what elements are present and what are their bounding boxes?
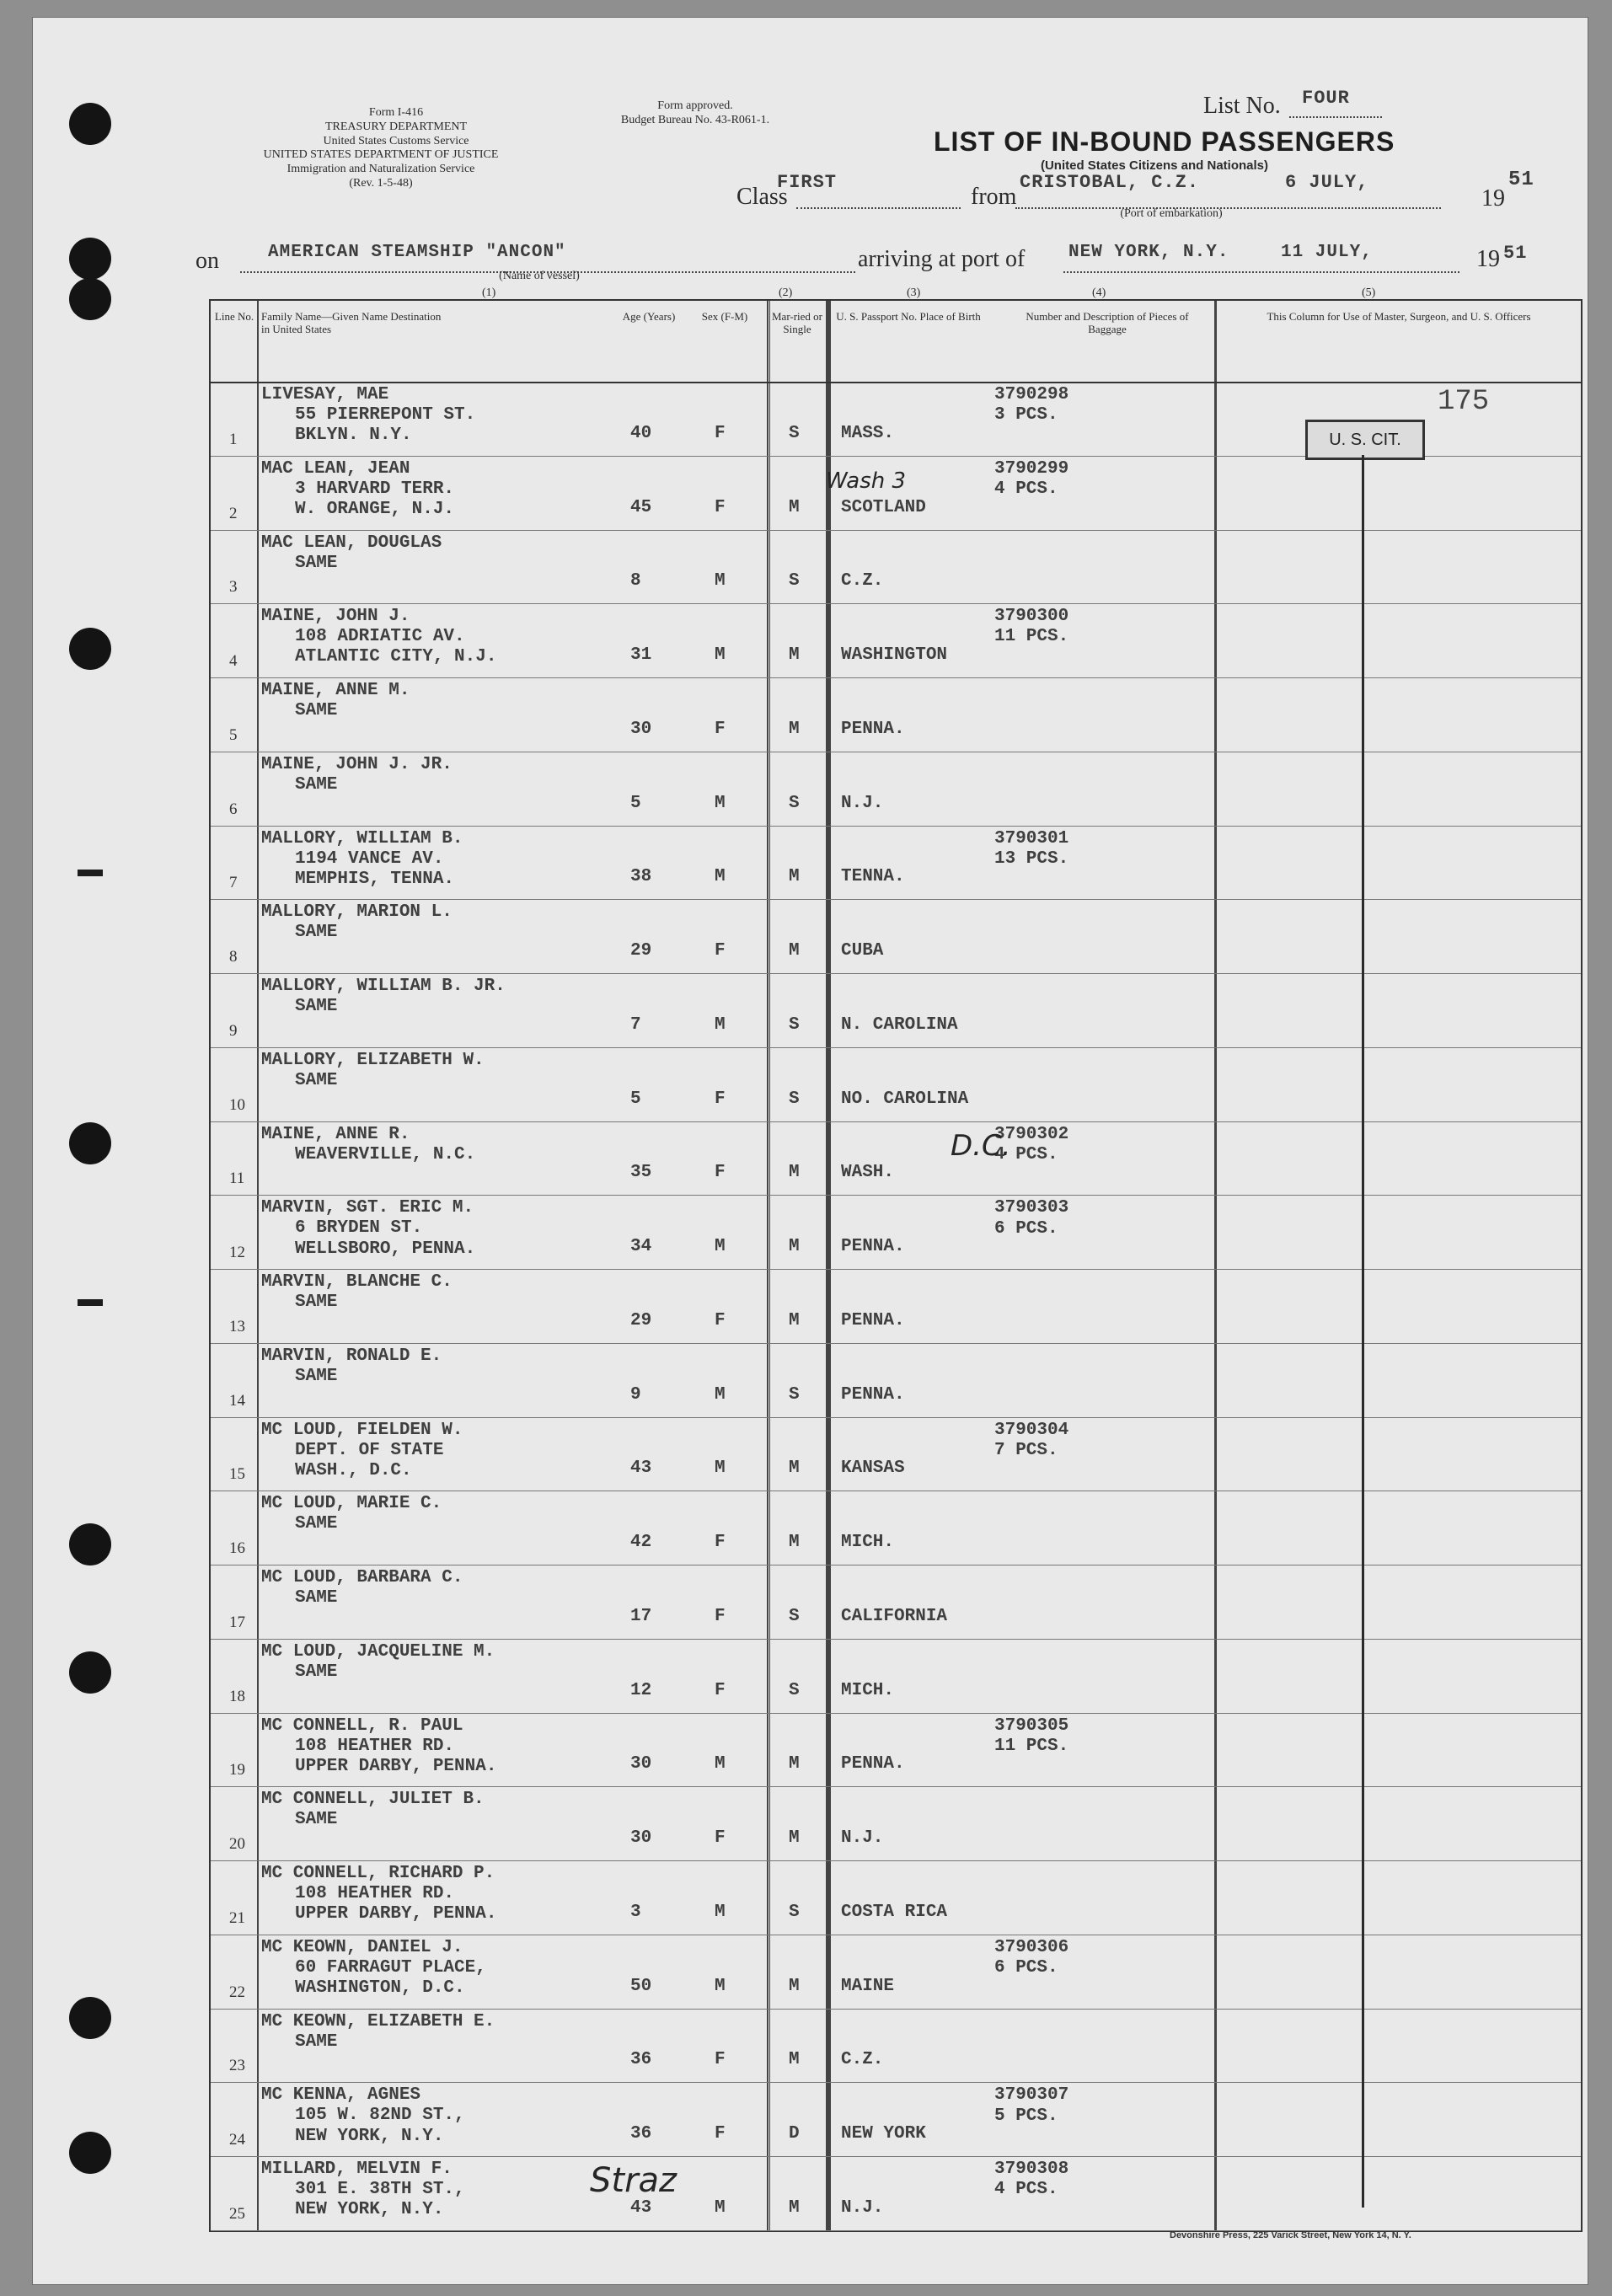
line-number: 20 <box>229 1835 245 1854</box>
line-number: 3 <box>229 578 238 597</box>
passenger-marital: S <box>789 1089 800 1109</box>
passenger-age: 50 <box>630 1976 652 1996</box>
passenger-sex: M <box>715 1237 726 1257</box>
passenger-age: 30 <box>630 719 652 739</box>
passenger-age: 43 <box>630 2198 652 2218</box>
passenger-birthplace: WASH. <box>841 1163 895 1183</box>
line-number: 18 <box>229 1687 245 1705</box>
justice-dept: UNITED STATES DEPARTMENT OF JUSTICE <box>263 148 499 161</box>
passenger-sex: M <box>715 1458 726 1479</box>
table-row <box>211 1047 1581 1048</box>
passenger-destination: 60 FARRAGUT PLACE, WASHINGTON, D.C. <box>295 1957 486 1999</box>
table-row <box>211 899 1581 900</box>
officers-vertical-mark <box>1362 455 1364 2208</box>
passenger-name: MILLARD, MELVIN F. <box>261 2160 453 2180</box>
binder-hole <box>69 278 111 320</box>
binder-hole <box>69 1651 111 1694</box>
table-row <box>211 1713 1581 1714</box>
passenger-marital: S <box>789 423 800 443</box>
passenger-birthplace: NO. CAROLINA <box>841 1089 969 1109</box>
passenger-destination: SAME <box>295 1293 338 1313</box>
passenger-birthplace: MICH. <box>841 1680 895 1700</box>
passenger-destination: SAME <box>295 553 338 573</box>
passenger-birthplace: KANSAS <box>841 1458 905 1479</box>
line-number: 13 <box>229 1317 245 1335</box>
passenger-baggage: 3790305 11 PCS. <box>994 1715 1069 1756</box>
vessel-note: (Name of vessel) <box>499 270 580 282</box>
handwritten-note: Wash 3 <box>826 468 907 494</box>
passenger-birthplace: MASS. <box>841 423 895 443</box>
line-number: 10 <box>229 1095 245 1114</box>
passenger-sex: M <box>715 1976 726 1996</box>
table-row <box>211 2082 1581 2083</box>
table-row <box>211 677 1581 678</box>
passenger-baggage: 3790299 4 PCS. <box>994 458 1069 499</box>
form-subtitle: (United States Citizens and Nationals) <box>1040 158 1269 173</box>
passenger-birthplace: PENNA. <box>841 1310 905 1330</box>
passenger-destination: SAME <box>295 1366 338 1386</box>
col-header-age: Age (Years) <box>622 310 676 323</box>
passenger-marital: M <box>789 497 800 517</box>
passenger-sex: F <box>715 1680 726 1700</box>
passenger-age: 29 <box>630 1310 652 1330</box>
passenger-marital: M <box>789 645 800 666</box>
binder-hole <box>69 103 111 145</box>
col-divider <box>829 301 831 2230</box>
arriving-label: arriving at port of <box>858 246 1026 272</box>
passenger-destination: WEAVERVILLE, N.C. <box>295 1144 476 1164</box>
arrival-underline <box>1063 271 1459 273</box>
ins-service: Immigration and Naturalization Service <box>287 162 475 175</box>
passenger-birthplace: C.Z. <box>841 2050 884 2070</box>
passenger-age: 9 <box>630 1384 641 1405</box>
passenger-sex: M <box>715 571 726 591</box>
col-header-line: Line No. <box>214 310 254 323</box>
passenger-destination: SAME <box>295 701 338 721</box>
list-number-underline <box>1289 116 1382 118</box>
form-number: Form I-416 <box>368 106 424 119</box>
passenger-name: MAINE, JOHN J. <box>261 607 410 627</box>
passenger-birthplace: MAINE <box>841 1976 895 1996</box>
embarkation-date: 6 JULY, <box>1285 172 1369 193</box>
passenger-name: MALLORY, WILLIAM B. <box>261 828 463 848</box>
line-number: 16 <box>229 1539 245 1558</box>
table-row <box>211 530 1581 531</box>
line-number: 17 <box>229 1613 245 1631</box>
passenger-sex: F <box>715 1310 726 1330</box>
line-number: 5 <box>229 725 238 744</box>
table-row <box>211 1639 1581 1640</box>
us-citizen-stamp: U. S. CIT. <box>1305 420 1425 460</box>
line-number: 23 <box>229 2057 245 2075</box>
passenger-destination: 55 PIERREPONT ST. BKLYN. N.Y. <box>295 405 476 446</box>
passenger-name: MARVIN, RONALD E. <box>261 1346 442 1366</box>
on-label: on <box>195 248 219 274</box>
passenger-sex: F <box>715 1828 726 1849</box>
col-divider <box>767 301 769 2230</box>
passenger-baggage: 3790308 4 PCS. <box>994 2160 1069 2200</box>
passenger-age: 42 <box>630 1533 652 1553</box>
passenger-destination: 3 HARVARD TERR. W. ORANGE, N.J. <box>295 479 455 519</box>
passenger-marital: S <box>789 1680 800 1700</box>
passenger-birthplace: PENNA. <box>841 1754 905 1774</box>
vessel-name: AMERICAN STEAMSHIP "ANCON" <box>268 243 566 262</box>
passenger-destination: 6 BRYDEN ST. WELLSBORO, PENNA. <box>295 1218 476 1259</box>
col-divider <box>827 301 828 2230</box>
passenger-sex: F <box>715 2124 726 2144</box>
col-header-married: Mar-ried or Single <box>771 310 823 335</box>
passenger-birthplace: SCOTLAND <box>841 497 926 517</box>
line-number: 1 <box>229 430 238 448</box>
embarkation-year-prefix: 19 <box>1481 185 1505 211</box>
line-number: 6 <box>229 800 238 818</box>
passenger-marital: M <box>789 1310 800 1330</box>
passenger-age: 29 <box>630 941 652 961</box>
passenger-destination: 108 ADRIATIC AV. ATLANTIC CITY, N.J. <box>295 627 497 667</box>
line-number: 22 <box>229 1983 245 2001</box>
passenger-name: MC CONNELL, RICHARD P. <box>261 1864 495 1884</box>
form-info-left <box>253 106 539 148</box>
passenger-birthplace: COSTA RICA <box>841 1902 948 1922</box>
col-header-officers: This Column for Use of Master, Surgeon, and U. S. Officers <box>1267 310 1531 323</box>
table-row <box>211 1786 1581 1787</box>
col-header-passport: U. S. Passport No. Place of Birth <box>836 310 981 323</box>
passenger-name: MALLORY, WILLIAM B. JR. <box>261 977 506 997</box>
port-of-embarkation-note: (Port of embarkation) <box>1120 207 1223 220</box>
passenger-sex: M <box>715 1902 726 1922</box>
passenger-birthplace: PENNA. <box>841 719 905 739</box>
table-row <box>211 1343 1581 1344</box>
passenger-baggage: 3790300 11 PCS. <box>994 607 1069 647</box>
line-number: 8 <box>229 948 238 966</box>
column-number: (4) <box>1092 286 1106 299</box>
passenger-marital: M <box>789 1754 800 1774</box>
passenger-age: 40 <box>630 423 652 443</box>
table-row <box>211 973 1581 974</box>
passenger-age: 3 <box>630 1902 641 1922</box>
passenger-destination: SAME <box>295 923 338 943</box>
line-number: 21 <box>229 1908 245 1927</box>
passenger-birthplace: C.Z. <box>841 571 884 591</box>
passenger-destination: SAME <box>295 1514 338 1534</box>
passenger-baggage: 3790303 6 PCS. <box>994 1198 1069 1239</box>
arrival-year: 51 <box>1503 243 1528 264</box>
passenger-name: MC LOUD, FIELDEN W. <box>261 1420 463 1440</box>
col-divider <box>769 301 770 2230</box>
arrival-port: NEW YORK, N.Y. <box>1068 243 1229 262</box>
table-row <box>211 826 1581 827</box>
table-row <box>211 1269 1581 1270</box>
passenger-sex: M <box>715 1014 726 1035</box>
line-number: 24 <box>229 2131 245 2149</box>
passenger-age: 30 <box>630 1828 652 1849</box>
binder-hole <box>69 1997 111 2039</box>
justice-info <box>195 148 566 190</box>
column-number: (1) <box>482 286 496 299</box>
passenger-destination: DEPT. OF STATE WASH., D.C. <box>295 1440 444 1480</box>
printer-credit: Devonshire Press, 225 Varick Street, New York 14, N. Y. <box>1170 2230 1411 2240</box>
class-value: FIRST <box>777 172 838 193</box>
passenger-sex: F <box>715 2050 726 2070</box>
treasury-dept: TREASURY DEPARTMENT <box>324 120 468 133</box>
passenger-birthplace: MICH. <box>841 1533 895 1553</box>
passenger-sex: F <box>715 1533 726 1553</box>
passenger-marital: M <box>789 1976 800 1996</box>
binder-hole <box>69 1122 111 1164</box>
passenger-age: 38 <box>630 867 652 887</box>
table-row <box>211 1860 1581 1861</box>
passenger-age: 30 <box>630 1754 652 1774</box>
passenger-destination: 108 HEATHER RD. UPPER DARBY, PENNA. <box>295 1736 497 1776</box>
line-number: 9 <box>229 1021 238 1040</box>
passenger-destination: 301 E. 38TH ST., NEW YORK, N.Y. <box>295 2180 465 2220</box>
passenger-age: 35 <box>630 1163 652 1183</box>
column-number: (3) <box>907 286 921 299</box>
passenger-marital: M <box>789 1237 800 1257</box>
passenger-destination: 1194 VANCE AV. MEMPHIS, TENNA. <box>295 848 455 889</box>
passenger-name: MARVIN, SGT. ERIC M. <box>261 1198 474 1218</box>
col-header-name: Family Name—Given Name Destination in United States <box>261 310 442 335</box>
passenger-baggage: 3790304 7 PCS. <box>994 1420 1069 1460</box>
passenger-marital: M <box>789 867 800 887</box>
passenger-name: MARVIN, BLANCHE C. <box>261 1272 453 1293</box>
line-number: 19 <box>229 1761 245 1780</box>
passenger-age: 8 <box>630 571 641 591</box>
form-title: LIST OF IN-BOUND PASSENGERS <box>934 126 1395 157</box>
class-label: Class <box>736 184 788 210</box>
passenger-birthplace: TENNA. <box>841 867 905 887</box>
passenger-name: MC CONNELL, R. PAUL <box>261 1715 463 1736</box>
passenger-name: MAC LEAN, DOUGLAS <box>261 533 442 553</box>
passenger-destination: SAME <box>295 997 338 1017</box>
passenger-name: MAC LEAN, JEAN <box>261 458 410 479</box>
col-header-baggage: Number and Description of Pieces of Baggage <box>1026 310 1189 335</box>
binder-mark <box>78 1299 103 1306</box>
line-number: 12 <box>229 1244 245 1262</box>
passenger-marital: S <box>789 1014 800 1035</box>
line-number: 7 <box>229 874 238 892</box>
passenger-marital: M <box>789 1163 800 1183</box>
passenger-name: MC KEOWN, ELIZABETH E. <box>261 2011 495 2031</box>
passenger-name: MALLORY, MARION L. <box>261 902 453 923</box>
passenger-age: 36 <box>630 2124 652 2144</box>
passenger-sex: M <box>715 645 726 666</box>
passenger-name: MC LOUD, MARIE C. <box>261 1494 442 1514</box>
passenger-marital: M <box>789 719 800 739</box>
line-number: 2 <box>229 504 238 522</box>
passenger-birthplace: N.J. <box>841 793 884 813</box>
column-number: (5) <box>1362 286 1376 299</box>
passenger-baggage: 3790301 13 PCS. <box>994 828 1069 869</box>
passenger-marital: M <box>789 941 800 961</box>
passenger-birthplace: CALIFORNIA <box>841 1606 948 1626</box>
revision: (Rev. 1-5-48) <box>349 176 413 190</box>
passenger-marital: M <box>789 2050 800 2070</box>
table-row <box>211 1417 1581 1418</box>
customs-service: United States Customs Service <box>323 134 469 147</box>
passenger-marital: S <box>789 1606 800 1626</box>
passenger-baggage: 3790302 4 PCS. <box>994 1124 1069 1164</box>
passenger-marital: S <box>789 571 800 591</box>
passenger-name: MAINE, ANNE R. <box>261 1124 410 1144</box>
passenger-birthplace: PENNA. <box>841 1384 905 1405</box>
passenger-birthplace: WASHINGTON <box>841 645 948 666</box>
table-row <box>211 2009 1581 2010</box>
from-label: from <box>971 184 1017 210</box>
passenger-name: MC KEOWN, DANIEL J. <box>261 1937 463 1957</box>
passenger-marital: M <box>789 1828 800 1849</box>
form-approval <box>565 99 826 128</box>
passenger-name: MC CONNELL, JULIET B. <box>261 1790 485 1810</box>
passenger-sex: M <box>715 793 726 813</box>
col-divider <box>257 301 259 2230</box>
passenger-marital: S <box>789 793 800 813</box>
arrival-date: 11 JULY, <box>1281 243 1373 262</box>
table-row <box>211 1195 1581 1196</box>
table-row <box>211 2156 1581 2157</box>
line-number: 4 <box>229 652 238 671</box>
passenger-sex: M <box>715 2198 726 2218</box>
line-number: 11 <box>229 1169 245 1188</box>
passenger-destination: 108 HEATHER RD. UPPER DARBY, PENNA. <box>295 1884 497 1924</box>
column-number: (2) <box>779 286 793 299</box>
passenger-name: MALLORY, ELIZABETH W. <box>261 1050 485 1070</box>
passenger-baggage: 3790307 5 PCS. <box>994 2085 1069 2126</box>
passenger-sex: F <box>715 1089 726 1109</box>
passenger-age: 5 <box>630 1089 641 1109</box>
binder-hole <box>69 628 111 670</box>
passenger-marital: M <box>789 2198 800 2218</box>
passenger-destination: SAME <box>295 2031 338 2052</box>
passenger-birthplace: N.J. <box>841 2198 884 2218</box>
header-divider <box>211 382 1581 383</box>
table-row <box>211 1121 1581 1122</box>
passenger-sex: F <box>715 719 726 739</box>
list-number-label: List No. <box>1203 93 1281 119</box>
passenger-age: 45 <box>630 497 652 517</box>
embarkation-port: CRISTOBAL, C.Z. <box>1020 172 1200 193</box>
handwritten-signature: Straz <box>590 2161 677 2200</box>
passenger-sex: F <box>715 423 726 443</box>
passenger-sex: M <box>715 1754 726 1774</box>
passenger-marital: M <box>789 1533 800 1553</box>
page-number: 175 <box>1438 386 1490 418</box>
passenger-name: MAINE, JOHN J. JR. <box>261 754 453 774</box>
passenger-sex: F <box>715 1606 726 1626</box>
passenger-marital: S <box>789 1384 800 1405</box>
passenger-sex: F <box>715 1163 726 1183</box>
passenger-birthplace: CUBA <box>841 941 884 961</box>
passenger-age: 7 <box>630 1014 641 1035</box>
passenger-baggage: 3790298 3 PCS. <box>994 385 1069 425</box>
passenger-destination: SAME <box>295 1810 338 1830</box>
passenger-marital: D <box>789 2124 800 2144</box>
passenger-marital: M <box>789 1458 800 1479</box>
passenger-destination: SAME <box>295 774 338 795</box>
line-number: 14 <box>229 1391 245 1410</box>
passenger-name: MAINE, ANNE M. <box>261 681 410 701</box>
passenger-age: 43 <box>630 1458 652 1479</box>
passenger-birthplace: PENNA. <box>841 1237 905 1257</box>
passenger-sex: F <box>715 941 726 961</box>
list-number-value: FOUR <box>1302 88 1350 109</box>
passenger-age: 34 <box>630 1237 652 1257</box>
bureau-text: Budget Bureau No. 43-R061-1. <box>620 113 770 126</box>
binder-hole <box>69 2132 111 2174</box>
passenger-sex: F <box>715 497 726 517</box>
col-divider <box>1215 301 1217 2230</box>
approval-text: Form approved. <box>657 99 733 112</box>
passenger-birthplace: N.J. <box>841 1828 884 1849</box>
passenger-age: 12 <box>630 1680 652 1700</box>
class-underline <box>796 207 961 209</box>
embarkation-year: 51 <box>1508 169 1534 191</box>
passenger-name: MC KENNA, AGNES <box>261 2085 421 2106</box>
binder-hole <box>69 1523 111 1565</box>
handwritten-note: D.C. <box>951 1129 1011 1163</box>
passenger-name: MC LOUD, BARBARA C. <box>261 1568 463 1588</box>
passenger-destination: SAME <box>295 1588 338 1608</box>
binder-hole <box>69 238 111 280</box>
passenger-age: 31 <box>630 645 652 666</box>
line-number: 25 <box>229 2205 245 2223</box>
passenger-table <box>209 299 1583 2232</box>
line-number: 15 <box>229 1465 245 1484</box>
passenger-birthplace: NEW YORK <box>841 2124 926 2144</box>
passenger-sex: M <box>715 867 726 887</box>
col-header-sex: Sex (F-M) <box>701 310 748 323</box>
passenger-sex: M <box>715 1384 726 1405</box>
passenger-age: 5 <box>630 793 641 813</box>
arrival-year-prefix: 19 <box>1476 246 1500 272</box>
passenger-birthplace: N. CAROLINA <box>841 1014 958 1035</box>
passenger-marital: S <box>789 1902 800 1922</box>
passenger-destination: SAME <box>295 1070 338 1090</box>
passenger-age: 36 <box>630 2050 652 2070</box>
passenger-destination: SAME <box>295 1662 338 1682</box>
passenger-name: MC LOUD, JACQUELINE M. <box>261 1641 495 1662</box>
binder-mark <box>78 870 103 876</box>
table-row <box>211 603 1581 604</box>
passenger-baggage: 3790306 6 PCS. <box>994 1937 1069 1978</box>
passenger-name: LIVESAY, MAE <box>261 385 389 404</box>
passenger-destination: 105 W. 82ND ST., NEW YORK, N.Y. <box>295 2106 465 2146</box>
passenger-age: 17 <box>630 1606 652 1626</box>
